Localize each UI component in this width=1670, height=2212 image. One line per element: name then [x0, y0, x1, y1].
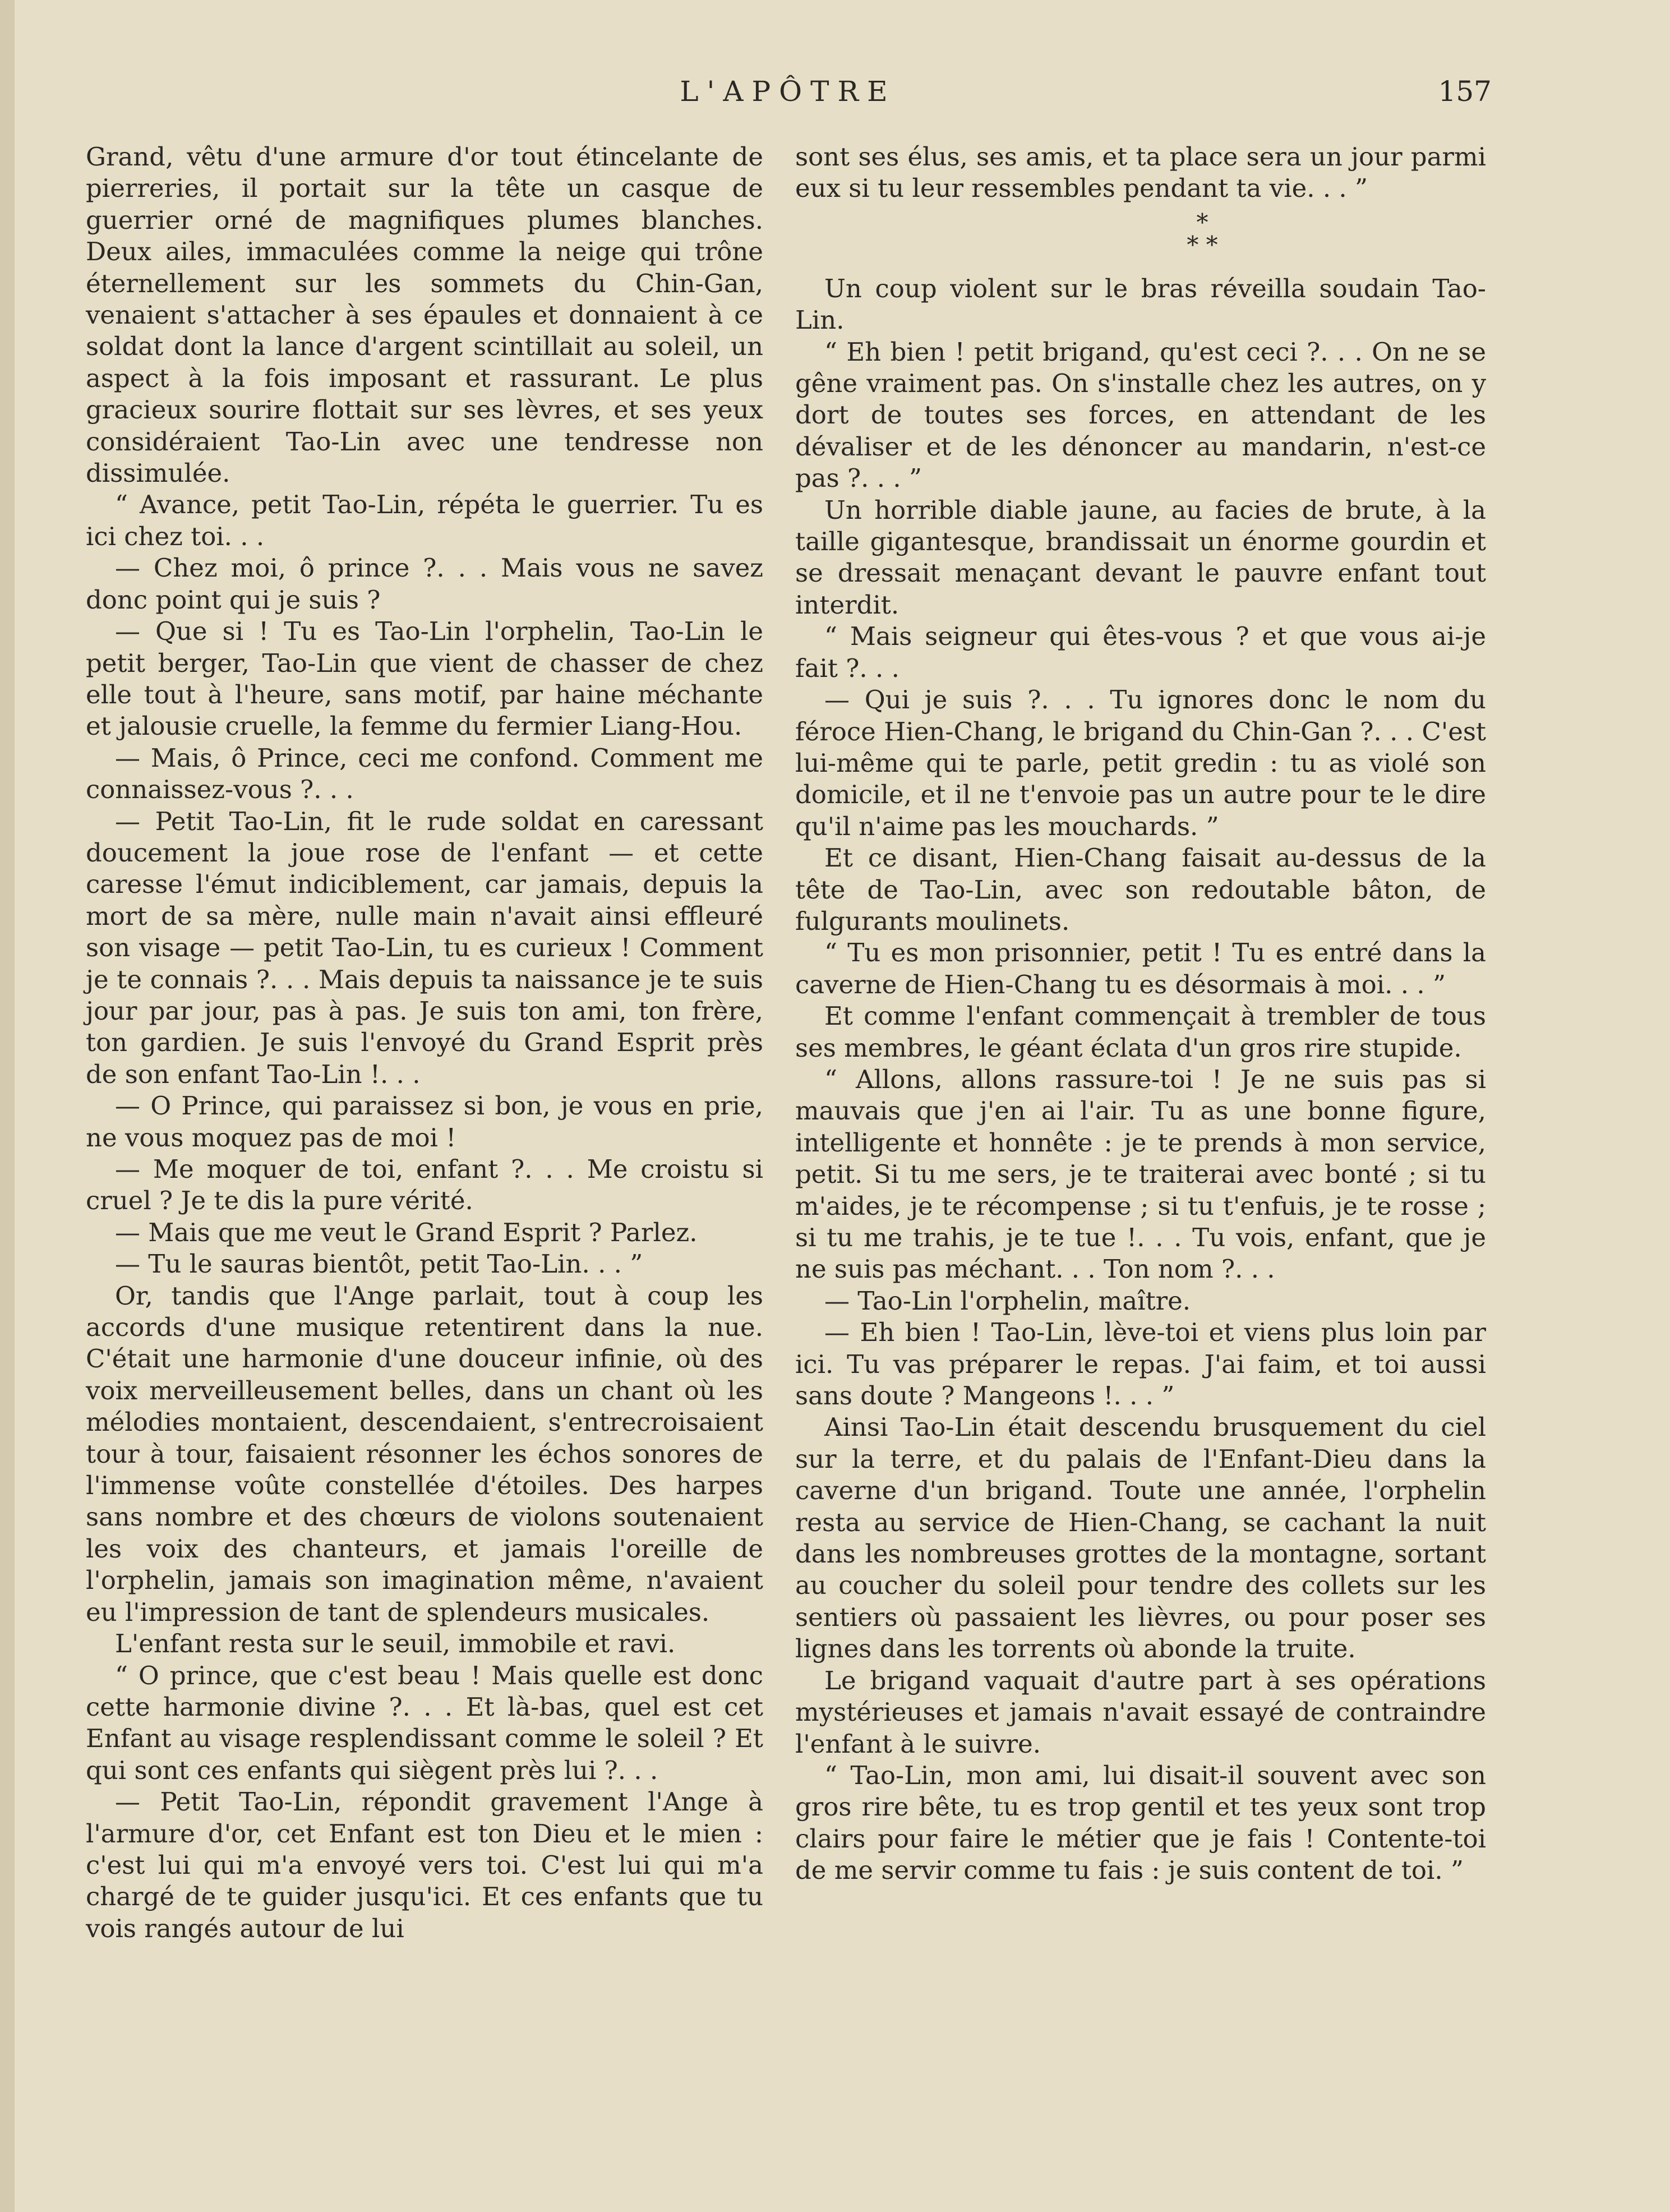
paragraph: Et comme l'enfant commençait à trembler de tous ses membres, le géant éclata d'un gros rire stupide. — [795, 1001, 1486, 1063]
paragraph: — O Prince, qui paraissez si bon, je vous en prie, ne vous moquez pas de moi ! — [86, 1091, 763, 1153]
paragraph: Or, tandis que l'Ange parlait, tout à coup les accords d'une musique retentirent dans la nue. C'était une harmonie d'une douceur infinie, où des voix merveilleusement belles, dans un chant où les mélodies montaient, descendaient, s'entrecroisaient tour à tour, faisaient résonner les échos sonores de l'immense voûte constellée d'étoiles. Des harpes sans nombre et des chœurs de violons soutenaient les voix des chanteurs, et jamais l'oreille de l'orphelin, jamais son imagination même, n'avaient eu l'impression de tant de splendeurs musicales. — [86, 1280, 763, 1627]
paragraph: Le brigand vaquait d'autre part à ses opérations mystérieuses et jamais n'avait essayé de contraindre l'enfant à le suivre. — [795, 1665, 1486, 1759]
paragraph: — Petit Tao-Lin, fit le rude soldat en caressant doucement la joue rose de l'enfant — et cette caresse l'émut indiciblement, car jamais, depuis la mort de sa mère, nulle main n'avait ainsi effleuré son visage — petit Tao-Lin, tu es curieux ! Comment je te connais ?. . . Mais depuis ta naissance je te suis jour par jour, pas à pas. Je suis ton ami, ton frère, ton gardien. Je suis l'envoyé du Grand Esprit près de son enfant Tao-Lin !. . . — [86, 806, 763, 1089]
right-column — [795, 141, 1486, 1887]
paragraph: “ Allons, allons rassure-toi ! Je ne suis pas si mauvais que j'en ai l'air. Tu as une bonne figure, intelligente et honnête : je te prends à mon service, petit. Si tu me sers, je te traiterai avec bonté ; si tu m'aides, je te récompense ; si tu t'enfuis, je te rosse ; si tu me trahis, je te tue !. . . Tu vois, enfant, que je ne suis pas méchant. . . Ton nom ?. . . — [795, 1064, 1486, 1284]
paragraph: sont ses élus, ses amis, et ta place sera un jour parmi eux si tu leur ressembles pendant ta vie. . . ” — [795, 142, 1486, 204]
paragraph: “ Avance, petit Tao-Lin, répéta le guerrier. Tu es ici chez toi. . . — [86, 490, 763, 551]
paragraph: “ O prince, que c'est beau ! Mais quelle est donc cette harmonie divine ?. . . Et là-bas, quel est cet Enfant au visage resplendissant comme le soleil ? Et qui sont ces enfants qui siègent près lui ?. . . — [86, 1660, 763, 1785]
paragraph: — Tu le sauras bientôt, petit Tao-Lin. . . ” — [115, 1249, 643, 1279]
paragraph: Ainsi Tao-Lin était descendu brusquement du ciel sur la terre, et du palais de l'Enfant-Dieu dans la caverne d'un brigand. Toute une année, l'orphelin resta au service de Hien-Chang, se cachant la nuit dans les nombreuses grottes de la montagne, sortant au coucher du soleil pour tendre des collets sur les sentiers où passaient les lièvres, ou pour poser ses lignes dans les torrents où abonde la truite. — [795, 1412, 1486, 1664]
paragraph: Grand, vêtu d'une armure d'or tout étincelante de pierreries, il portait sur la tête un casque de guerrier orné de magnifiques plumes blanches. Deux ailes, immaculées comme la neige qui trône éternellement sur les sommets du Chin-Gan, venaient s'attacher à ses épaules et donnaient à ce soldat dont la lance d'argent scintillait au soleil, un aspect à la fois imposant et rassurant. Le plus gracieux sourire flottait sur ses lèvres, et ses yeux considéraient Tao-Lin avec une tendresse non dissimulée. — [86, 142, 763, 489]
paragraph: — Me moquer de toi, enfant ?. . . Me croistu si cruel ? Je te dis la pure vérité. — [86, 1154, 763, 1216]
paragraph: — Mais que me veut le Grand Esprit ? Parlez. — [115, 1217, 698, 1247]
paragraph: “ Eh bien ! petit brigand, qu'est ceci ?. . . On ne se gêne vraiment pas. On s'installe chez les autres, on y dort de toutes ses forces, en attendant de les dévaliser et de les dénoncer au mandarin, n'est-ce pas ?. . . ” — [795, 337, 1486, 494]
paragraph: “ Tao-Lin, mon ami, lui disait-il souvent avec son gros rire bête, tu es trop gentil et tes yeux sont trop clairs pour faire le métier que je fais ! Contente-toi de me servir comme tu fais : je suis content de toi. ” — [795, 1760, 1486, 1886]
paragraph: — Eh bien ! Tao-Lin, lève-toi et viens plus loin par ici. Tu vas préparer le repas. J'ai faim, et toi aussi sans doute ? Mangeons !. . . ” — [795, 1317, 1486, 1411]
paragraph: — Tao-Lin l'orphelin, maître. — [824, 1285, 1191, 1316]
paragraph: “ Tu es mon prisonnier, petit ! Tu es entré dans la caverne de Hien-Chang tu es désormais à moi. . . ” — [795, 938, 1486, 999]
paragraph: — Petit Tao-Lin, répondit gravement l'Ange à l'armure d'or, cet Enfant est ton Dieu et le mien : c'est lui qui m'a envoyé vers toi. C'est lui qui m'a chargé de te guider jusqu'ici. Et ces enfants que tu vois rangés autour de lui — [86, 1787, 763, 1943]
left-column — [86, 141, 763, 1944]
paragraph: — Chez moi, ô prince ?. . . Mais vous ne savez donc point qui je suis ? — [86, 553, 763, 615]
paragraph: “ Mais seigneur qui êtes-vous ? et que vous ai-je fait ?. . . — [795, 621, 1486, 683]
section-break-asterism — [795, 208, 1486, 259]
paragraph: — Mais, ô Prince, ceci me confond. Comment me connaissez-vous ?. . . — [86, 743, 763, 805]
running-title: L'APÔTRE — [680, 75, 896, 108]
paragraph: L'enfant resta sur le seuil, immobile et ravi. — [115, 1629, 676, 1659]
page-number: 157 — [1438, 75, 1492, 108]
paragraph: Un coup violent sur le bras réveilla soudain Tao-Lin. — [795, 273, 1486, 335]
paragraph: Un horrible diable jaune, au facies de brute, à la taille gigantesque, brandissait un énorme gourdin et se dressait menaçant devant le pauvre enfant tout interdit. — [795, 495, 1486, 620]
paragraph: — Que si ! Tu es Tao-Lin l'orphelin, Tao-Lin le petit berger, Tao-Lin que vient de chasser de chez elle tout à l'heure, sans motif, par haine méchante et jalousie cruelle, la femme du fermier Liang-Hou. — [86, 616, 763, 741]
running-head — [84, 72, 1492, 111]
asterism-top: * — [1196, 208, 1208, 236]
paragraph: Et ce disant, Hien-Chang faisait au-dessus de la tête de Tao-Lin, avec son redoutable bâton, de fulgurants moulinets. — [795, 843, 1486, 936]
asterism-bottom: * * — [1187, 231, 1218, 259]
paragraph: — Qui je suis ?. . . Tu ignores donc le nom du féroce Hien-Chang, le brigand du Chin-Gan ?. . . C'est lui-même qui te parle, petit gredin : tu as violé son domicile, et il ne t'envoie pas un autre pour te le dire qu'il n'aime pas les mouchards. ” — [795, 685, 1486, 841]
